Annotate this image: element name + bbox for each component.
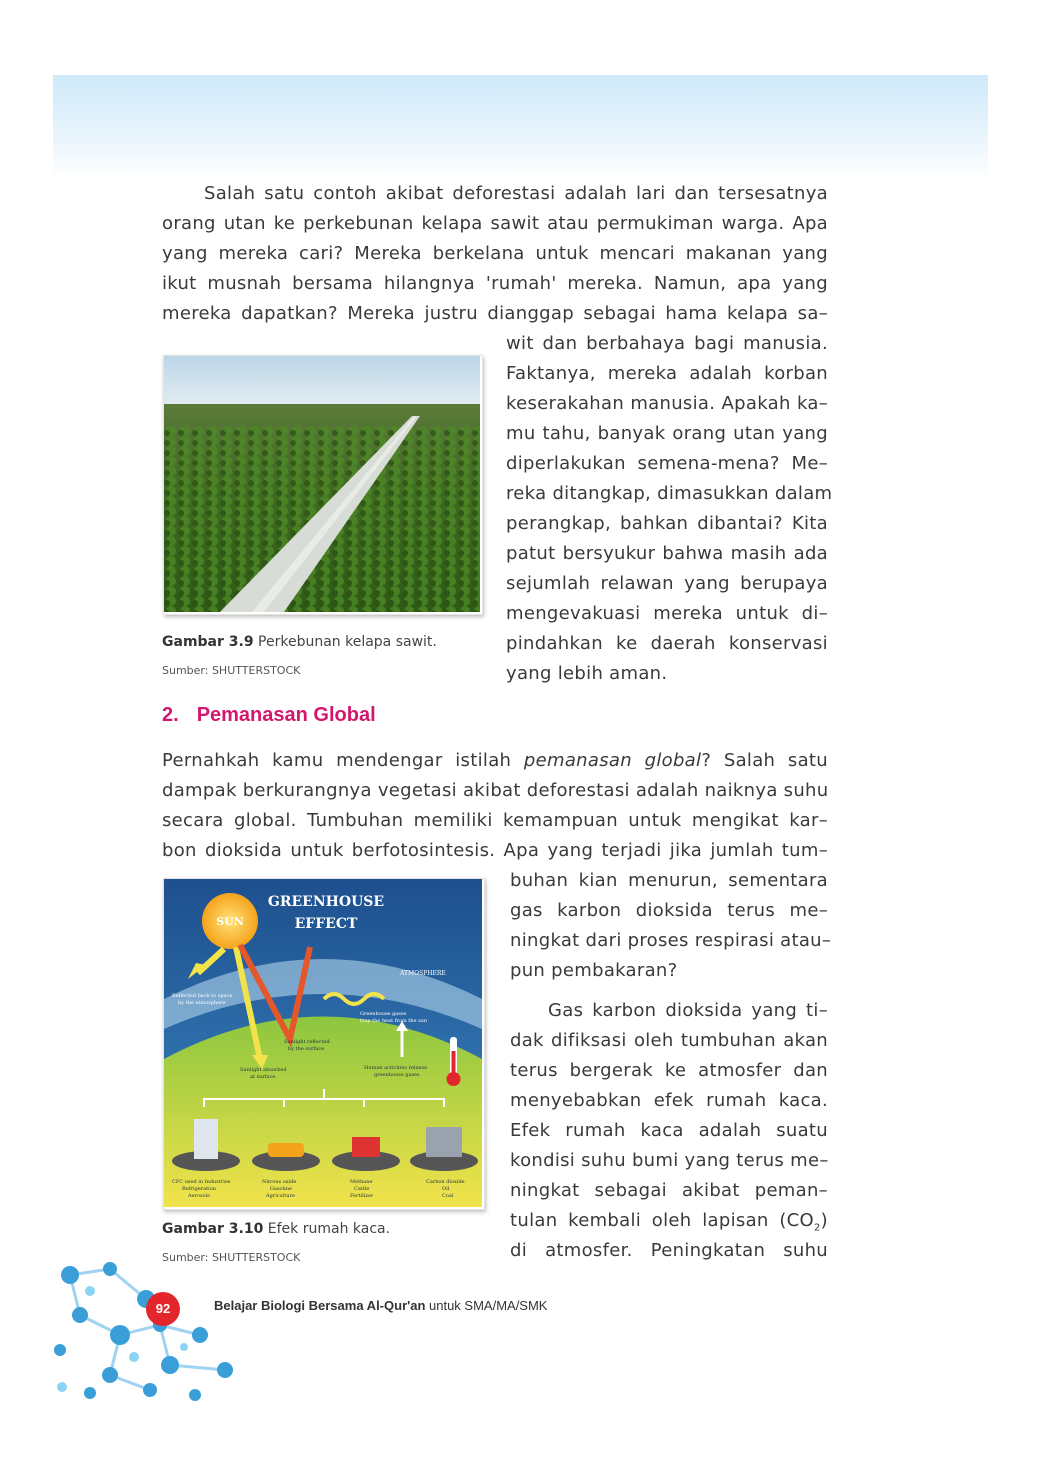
diagram-label: Refrigeration [182,1186,216,1192]
paragraph-3 [510,996,828,1266]
diagram-label: by the atmosphere [178,1000,226,1006]
paragraph-line: di atmosfer. Peningkatan suhu [510,1240,828,1261]
section-title: Pemanasan Global [196,704,376,726]
paragraph-2 [162,746,828,866]
figure-label: Gambar 3.10 [162,1221,264,1237]
diagram-label: Sunlight reflected [284,1039,330,1045]
figure-caption-text: Perkebunan kelapa sawit. [258,634,437,650]
section-heading [162,704,376,727]
section-number: 2. [162,704,179,726]
paragraph-line: pindahkan ke daerah konservasi [506,633,828,654]
diagram-title: GREENHOUSE [267,894,385,910]
paragraph-line: Faktanya, mereka adalah korban [506,363,828,384]
paragraph-line: pun pembakaran? [510,960,678,981]
paragraph-line: keserakahan manusia. Apakah ka– [506,393,828,414]
diagram-label: Sunlight absorbed [240,1067,287,1073]
diagram-label: greenhouse gases [374,1072,420,1078]
paragraph-line: bon dioksida untuk berfotosintesis. Apa yang terjadi jika jumlah tum– [162,840,828,861]
diagram-title: EFFECT [294,916,358,932]
paragraph-line: Salah satu contoh akibat deforestasi adalah lari dan tersesatnya [204,183,828,204]
figure-palm-plantation [163,355,483,615]
molecule-decoration [50,1255,245,1405]
text-run: Pernahkah kamu mendengar istilah [162,750,524,771]
text-run: ) [820,1210,828,1231]
diagram-label: Carbon dioxide [426,1179,465,1185]
figure-label: Gambar 3.9 [162,634,254,650]
paragraph-line: secara global. Tumbuhan memiliki kemampuan untuk mengikat kar– [162,810,828,831]
figure-greenhouse-effect [163,878,485,1210]
paragraph-line: patut bersyukur bahwa masih ada [506,543,828,564]
diagram-label: Aerosols [188,1193,210,1199]
diagram-label: Reflected back to space [172,993,233,999]
paragraph-line: mengevakuasi mereka untuk di– [506,603,828,624]
paragraph-line: diperlakukan semena-mena? Me– [506,453,828,474]
paragraph-line: sejumlah relawan yang berupaya [506,573,828,594]
paragraph-line: dampak berkurangnya vegetasi akibat deforestasi adalah naiknya suhu [162,780,829,801]
paragraph-line: buhan kian menurun, sementara [510,870,828,891]
paragraph-line: reka ditangkap, dimasukkan dalam [506,483,833,504]
paragraph-line: yang mereka cari? Mereka berkelana untuk mencari makanan yang [162,243,828,264]
paragraph-line: yang lebih aman. [506,663,668,684]
text-run: tulan kembali oleh lapisan (CO [510,1210,814,1231]
diagram-label: Coal [442,1193,454,1199]
paragraph-line [162,746,828,776]
figure-source: Sumber: SHUTTERSTOCK [162,1251,301,1264]
greenhouse-effect-diagram [164,879,482,1207]
diagram-label: Methane [350,1179,373,1185]
figure-caption [162,634,437,650]
footer-book-title [214,1298,547,1313]
paragraph-line: terus bergerak ke atmosfer dan [510,1060,828,1081]
book-subtitle: untuk SMA/MA/SMK [425,1298,548,1313]
italic-term: pemanasan global [523,750,702,771]
paragraph-line: Efek rumah kaca adalah suatu [510,1120,828,1141]
diagram-label: by the surface [288,1046,325,1052]
paragraph-line: kondisi suhu bumi yang terus me– [510,1150,829,1171]
figure-caption-text: Efek rumah kaca. [267,1221,391,1237]
paragraph-line: ningkat sebagai akibat peman– [510,1180,828,1201]
diagram-label: Gasoline [270,1186,292,1192]
paragraph-line: gas karbon dioksida terus me– [510,900,828,921]
paragraph-line: ikut musnah bersama hilangnya 'rumah' mereka. Namun, apa yang [162,273,828,294]
diagram-label: Greenhouse gases [360,1011,407,1017]
paragraph-1 [162,179,828,329]
page-number: 92 [146,1292,180,1326]
sun-label: SUN [216,915,244,928]
paragraph-line: wit dan berbahaya bagi manusia. [506,333,828,354]
paragraph-2-wrap [510,866,832,986]
diagram-label: Nitrous oxide [262,1179,297,1185]
paragraph-line: dak difiksasi oleh tumbuhan akan [510,1030,828,1051]
figure-source: Sumber: SHUTTERSTOCK [162,664,301,677]
paragraph-line: menyebabkan efek rumah kaca. [510,1090,828,1111]
palm-plantation-image [164,356,480,612]
diagram-label: Oil [442,1186,450,1192]
paragraph-line: mu tahu, banyak orang utan yang [506,423,828,444]
diagram-label: Agriculture [266,1193,295,1199]
atmosphere-label: ATMOSPHERE [400,970,446,977]
header-band [53,75,988,180]
paragraph-line: ningkat dari proses respirasi atau– [510,930,832,951]
diagram-label: trap the heat from the sun [360,1018,428,1024]
book-title: Belajar Biologi Bersama Al-Qur'an [214,1298,426,1313]
diagram-label: Human activities release [364,1065,428,1071]
text-run: ? Salah satu [701,750,828,771]
diagram-label: Cattle [354,1186,370,1192]
diagram-label: CFC used in Industries [172,1179,231,1185]
paragraph-line: orang utan ke perkebunan kelapa sawit atau permukiman warga. Apa [162,213,828,234]
figure-caption [162,1221,390,1237]
diagram-label: at surface [250,1074,276,1080]
paragraph-line [510,1206,828,1236]
diagram-label: Fertilizer [350,1193,374,1199]
paragraph-line: mereka dapatkan? Mereka justru dianggap sebagai hama kelapa sa– [162,303,828,324]
paragraph-1-wrap [506,329,833,689]
paragraph-line: Gas karbon dioksida yang ti– [548,1000,828,1021]
paragraph-line: perangkap, bahkan dibantai? Kita [506,513,828,534]
subscript: 2 [814,1222,821,1234]
